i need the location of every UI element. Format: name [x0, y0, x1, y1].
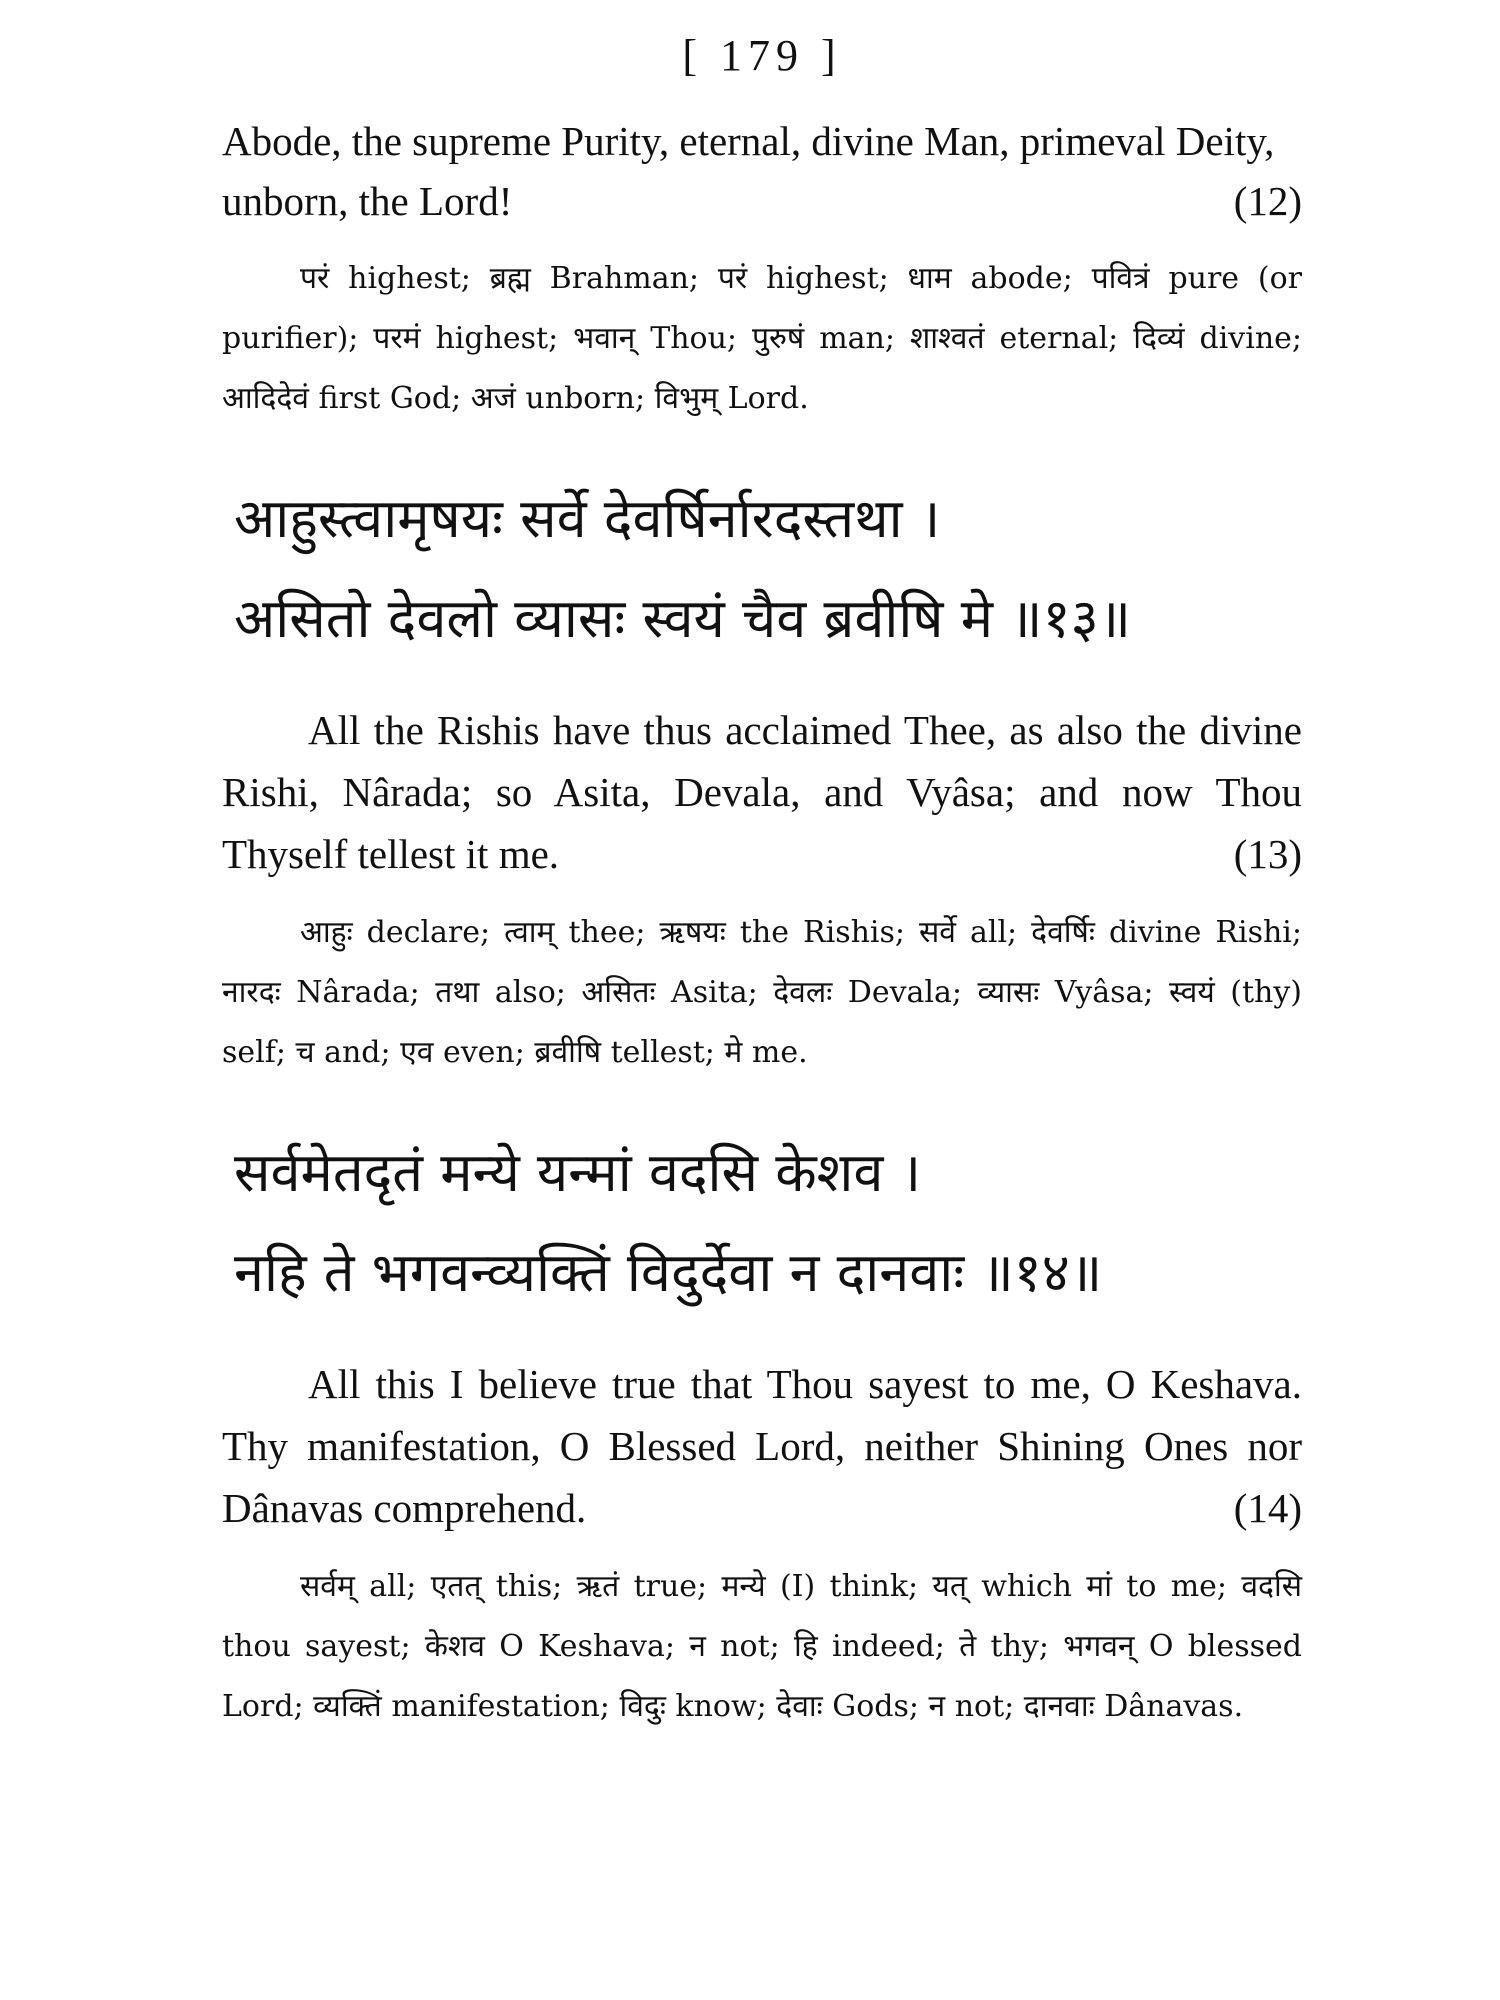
- verse-12-translation-continuation: [222, 111, 1302, 231]
- verse-13-translation: [222, 699, 1302, 885]
- verse-14-sanskrit: [222, 1123, 1302, 1323]
- verse-13-translation-text: All the Rishis have thus acclaimed Thee, as also the divine Rishi, Nârada; so Asita, Devala, and Vyâsa; and now Thou Thyself tellest it me.: [222, 707, 1302, 877]
- verse-14-line-2: नहि ते भगवन्व्यक्तिं विदुर्देवा न दानवाः ॥१४॥: [234, 1241, 1103, 1304]
- page-number: [ 179 ]: [682, 31, 842, 80]
- verse-14-translation-text: All this I believe true that Thou sayest to me, O Keshava. Thy manifestation, O Blessed Lord, neither Shining Ones nor Dânavas comprehend.: [222, 1361, 1302, 1531]
- verse-14-translation: [222, 1353, 1302, 1539]
- verse-12-word-gloss: परं highest; ब्रह्म Brahman; परं highest; धाम abode; पवित्रं pure (or purifier); परमं highest; भवान् Thou; पुरुषं man; शाश्वतं eternal; दिव्यं divine; आदिदेवं first God; अजं unborn; विभुम् Lord.: [222, 261, 1302, 416]
- verse-12-translation-text: Abode, the supreme Purity, eternal, divine Man, primeval Deity, unborn, the Lord!: [222, 118, 1275, 224]
- verse-13-sanskrit: [222, 469, 1302, 669]
- book-page: [222, 30, 1302, 1970]
- verse-12-number: (12): [1233, 178, 1302, 224]
- verse-14-number: (14): [1233, 1485, 1302, 1531]
- verse-13-line-1: आहुस्त्वामृषयः सर्वे देवर्षिर्नारदस्तथा ।: [234, 487, 941, 550]
- verse-14-line-1: सर्वमेतदृतं मन्ये यन्मां वदसि केशव ।: [234, 1141, 922, 1204]
- verse-14-word-gloss: सर्वम् all; एतत् this; ऋतं true; मन्ये (I) think; यत् which मां to me; वदसि thou sayest; केशव O Keshava; न not; हि indeed; ते thy; भगवन् O blessed Lord; व्यक्तिं manifestation; विदुः know; देवाः Gods; न not; दानवाः Dânavas.: [222, 1569, 1302, 1724]
- verse-13-word-gloss: आहुः declare; त्वाम् thee; ऋषयः the Rishis; सर्वे all; देवर्षिः divine Rishi; नारदः Nârada; तथा also; असितः Asita; देवलः Devala; व्यासः Vyâsa; स्वयं (thy) self; च and; एव even; ब्रवीषि tellest; मे me.: [222, 915, 1302, 1070]
- verse-13-number: (13): [1233, 831, 1302, 877]
- verse-13-line-2: असितो देवलो व्यासः स्वयं चैव ब्रवीषि मे ॥१३॥: [234, 587, 1131, 650]
